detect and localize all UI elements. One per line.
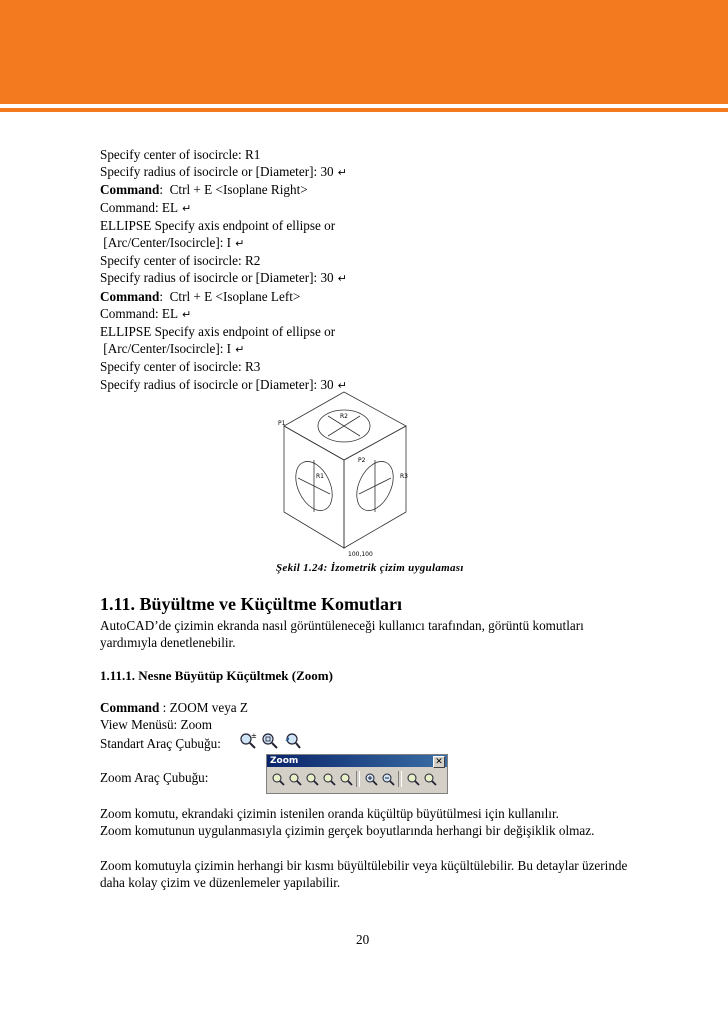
zoom-object-icon[interactable] bbox=[338, 771, 353, 787]
r1-label: R1 bbox=[316, 473, 324, 480]
zoom-realtime-icon[interactable] bbox=[238, 731, 258, 751]
subsection-heading: 1.11.1. Nesne Büyütüp Küçültmek (Zoom) bbox=[100, 668, 333, 683]
command-line: Command: Ctrl + E <Isoplane Right> bbox=[100, 182, 308, 198]
zoom-toolbar-window bbox=[266, 754, 448, 794]
origin-label: 100,100 bbox=[348, 551, 373, 558]
zoom-scale-icon[interactable] bbox=[304, 771, 319, 787]
close-icon[interactable]: ✕ bbox=[433, 756, 445, 768]
zoom-extents-icon[interactable] bbox=[422, 771, 437, 787]
zoom-dynamic-icon[interactable] bbox=[287, 771, 302, 787]
enter-icon: ↵ bbox=[337, 378, 347, 392]
command-line: Command: EL ↵ bbox=[100, 305, 347, 323]
body-paragraph: Zoom komutuyla çizimin herhangi bir kısmı büyültülebilir veya küçültülebilir. Bu detaylar üzerinde daha kolay çizim ve düzenlemeler yapılabilir. bbox=[100, 858, 628, 891]
enter-icon: ↵ bbox=[337, 272, 347, 286]
enter-icon: ↵ bbox=[337, 166, 347, 180]
zoom-out-icon[interactable] bbox=[380, 771, 395, 787]
figure-caption: Şekil 1.24: İzometrik çizim uygulaması bbox=[276, 562, 464, 574]
command-line: Command: EL ↵ bbox=[100, 199, 347, 217]
r3-label: R3 bbox=[400, 473, 408, 480]
standard-zoom-toolbar bbox=[238, 731, 308, 751]
command-line: Specify center of isocircle: R3 bbox=[100, 359, 261, 375]
enter-icon: ↵ bbox=[235, 237, 245, 251]
body-paragraph: Zoom komutunun uygulanmasıyla çizimin gerçek boyutlarında herhangi bir değişiklik olmaz. bbox=[100, 823, 595, 838]
enter-icon: ↵ bbox=[235, 343, 245, 357]
command-line: Specify radius of isocircle or [Diameter]: 30 ↵ bbox=[100, 163, 347, 181]
zoom-window-icon[interactable] bbox=[270, 771, 285, 787]
command-line: [Arc/Center/Isocircle]: I ↵ bbox=[100, 234, 347, 252]
view-menu-row: View Menüsü: Zoom bbox=[100, 717, 213, 732]
zoom-center-icon[interactable] bbox=[321, 771, 336, 787]
p2-label: P2 bbox=[358, 457, 366, 464]
command-line: Specify radius of isocircle or [Diameter]: 30 ↵ bbox=[100, 376, 347, 394]
toolbar-separator bbox=[356, 771, 360, 787]
toolbar-separator bbox=[398, 771, 402, 787]
command-line: Specify center of isocircle: R2 bbox=[100, 253, 261, 269]
command-line: Specify radius of isocircle or [Diameter]: 30 ↵ bbox=[100, 269, 347, 287]
zoom-previous-icon[interactable] bbox=[282, 731, 302, 751]
header-rule bbox=[0, 108, 728, 112]
command-listing bbox=[100, 146, 347, 394]
command-line: Specify center of isocircle: R1 bbox=[100, 147, 261, 162]
command-line: [Arc/Center/Isocircle]: I ↵ bbox=[100, 340, 347, 358]
standard-toolbar-label: Standart Araç Çubuğu: bbox=[100, 736, 221, 751]
svg-text:±: ± bbox=[251, 732, 257, 740]
p1-label: P1 bbox=[278, 420, 286, 427]
zoom-window-icon[interactable] bbox=[260, 731, 280, 751]
r2-label: R2 bbox=[340, 413, 348, 420]
page-number: 20 bbox=[356, 932, 370, 947]
command-line: Command: Ctrl + E <Isoplane Left> bbox=[100, 288, 301, 304]
zoom-all-icon[interactable] bbox=[405, 771, 420, 787]
zoom-in-icon[interactable] bbox=[363, 771, 378, 787]
isometric-cube-figure bbox=[276, 386, 412, 558]
command-row: Command : ZOOM veya Z bbox=[100, 700, 248, 715]
enter-icon: ↵ bbox=[182, 201, 192, 215]
intro-paragraph: AutoCAD’de çizimin ekranda nasıl görüntüleneceği kullanıcı tarafından, görüntü komutları yardımıyla denetlenebilir. bbox=[100, 618, 584, 651]
section-heading: 1.11. Büyültme ve Küçültme Komutları bbox=[100, 594, 402, 614]
body-paragraph: Zoom komutu, ekrandaki çizimin istenilen oranda küçültüp büyütülmesi için kullanılır. bbox=[100, 806, 559, 821]
zoom-toolbar-title: Zoom ✕ bbox=[267, 755, 447, 767]
command-line: ELLIPSE Specify axis endpoint of ellipse or bbox=[100, 324, 336, 340]
zoom-toolbar-label: Zoom Araç Çubuğu: bbox=[100, 770, 209, 785]
header-band bbox=[0, 0, 728, 104]
command-line: ELLIPSE Specify axis endpoint of ellipse or bbox=[100, 217, 336, 233]
enter-icon: ↵ bbox=[182, 307, 192, 321]
